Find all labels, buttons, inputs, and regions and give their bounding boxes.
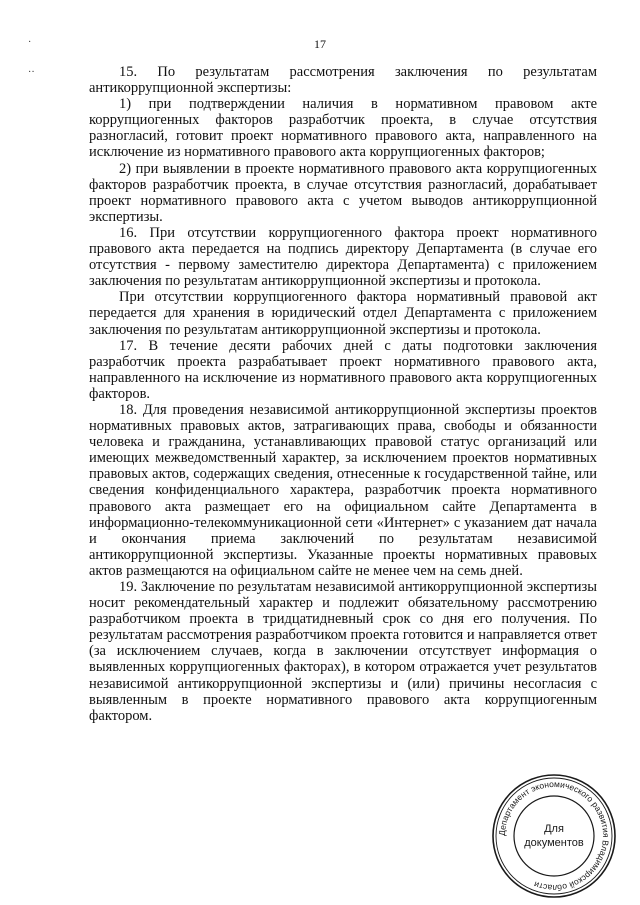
paragraph-15-item-2: 2) при выявлении в проекте нормативного правового акта коррупциогенных факторов разработчик проекта, в случае отсутствия разногласий, дорабатывает проект нормативного правового акта с учетом выводов антикоррупционной экспертизы. [89, 160, 597, 225]
paragraph-16-continued: При отсутствии коррупциогенного фактора нормативный правовой акт передается для хранения в юридический отдел Департамента с приложением заключения по результатам антикоррупционной экспертизы и протокола. [89, 289, 597, 338]
paragraph-15-item-1: 1) при подтверждении наличия в нормативном правовом акте коррупциогенных факторов разработчик проекта, в случае отсутствия разногласий, готовит проект нормативного правового акта, направленного на исключение из нормативного правового акта коррупциогенных факторов; [89, 96, 597, 161]
document-body [89, 64, 597, 724]
margin-mark: ·· [28, 67, 35, 78]
paragraph-15: 15. По результатам рассмотрения заключения по результатам антикоррупционной экспертизы: [89, 64, 597, 97]
paragraph-17: 17. В течение десяти рабочих дней с даты подготовки заключения разработчик проекта разрабатывает проект нормативного правового акта, направленного на исключение из нормативного правового акта коррупциогенных факторов. [89, 337, 597, 402]
paragraph-16: 16. При отсутствии коррупциогенного фактора проект нормативного правового акта передается на подпись директору Департамента (в случае его отсутствия - первому заместителю директора Департамента) с приложением заключения по результатам антикоррупционной экспертизы и протокола. [89, 224, 597, 290]
paragraph-19: 19. Заключение по результатам независимой антикоррупционной экспертизы носит рекомендательный характер и подлежит обязательному рассмотрению разработчиком проекта в тридцатидневный срок со дня его получения. По результатам рассмотрения разработчиком проекта готовится и направляется ответ (за исключением случаев, когда в заключении отсутствует информация о выявленных коррупциогенных факторах), в котором отражается учет результатов независимой антикоррупционной экспертизы и (или) причины несогласия с выявленным в проекте нормативного правового акта коррупциогенным фактором. [89, 579, 597, 724]
stamp-center-line-1: Для [544, 823, 564, 835]
page-number: 17 [314, 37, 326, 51]
paragraph-18: 18. Для проведения независимой антикоррупционной экспертизы проектов нормативных правовых актов, затрагивающих права, свободы и обязанности человека и гражданина, устанавливающих правовой статус организаций или имеющих межведомственный характер, за исключением проектов нормативных правовых актов, содержащих сведения, отнесенные к государственной тайне, или сведения конфиденциального характера, разработчик проекта нормативного правового акта размещает его на официальном сайте Департамента в информационно-телекоммуникационной сети «Интернет» с указанием дат начала и окончания приема заключений по результатам независимой антикоррупционной экспертизы. Указанные проекты нормативных правовых актов размещаются на официальном сайте не менее чем на семь дней. [89, 401, 597, 579]
margin-mark: · [28, 37, 32, 48]
stamp-center-line-2: документов [524, 837, 584, 849]
department-stamp [490, 772, 618, 900]
stamp-ring-text: Департамент экономического развития Владимирской области [496, 778, 612, 894]
